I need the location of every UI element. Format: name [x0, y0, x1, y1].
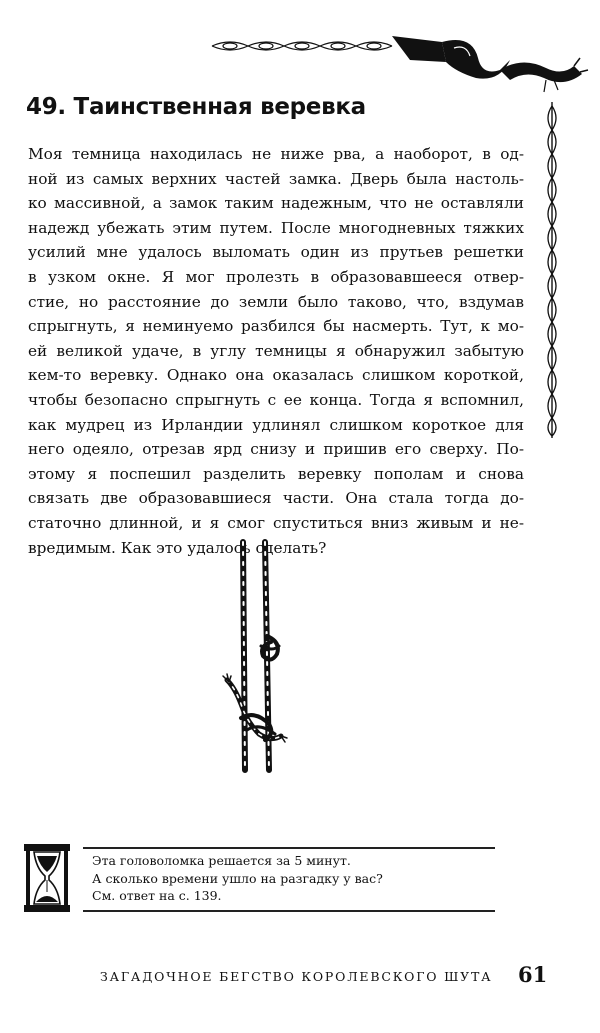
text-line: этому я поспешил разделить веревку пополам и снова	[28, 464, 524, 483]
text-line: ной из самых верхних частей замка. Дверь была настоль-	[28, 169, 524, 188]
ribbon-ornament-icon	[210, 30, 590, 100]
text-line: спрыгнуть, я неминуемо разбился бы насмерть. Тут, к мо-	[28, 317, 524, 336]
running-title: ЗАГАДОЧНОЕ БЕГСТВО КОРОЛЕВСКОГО ШУТА	[100, 969, 493, 984]
text-line: ко массивной, а замок таким надежным, что не оставляли	[28, 194, 524, 213]
page-number: 61	[518, 962, 548, 987]
text-line: в узком окне. Я мог пролезть в образовавшееся отвер-	[28, 267, 524, 286]
note-line-1: Эта головоломка решается за 5 минут.	[92, 853, 351, 868]
text-line: чтобы безопасно спрыгнуть с ее конца. Тогда я вспомнил,	[28, 390, 524, 409]
puzzle-text	[28, 142, 524, 560]
note-rule-bottom	[83, 910, 495, 912]
text-line: кем-то веревку. Однако она оказалась слишком короткой,	[28, 366, 524, 385]
puzzle-title: 49. Таинственная веревка	[26, 94, 366, 120]
text-line: как мудрец из Ирландии удлинял слишком короткое для	[28, 415, 524, 434]
text-line: него одеяло, отрезав ярд снизу и пришив его сверху. По-	[28, 440, 524, 459]
note-rule-top	[83, 847, 495, 849]
text-line: статочно длинной, и я смог спуститься вниз живым и не-	[28, 513, 524, 532]
text-line: стие, но расстояние до земли было таково, что, вздумав	[28, 292, 524, 311]
rope-knot-illustration	[215, 538, 295, 778]
text-line: вредимым. Как это удалось сделать?	[28, 538, 327, 557]
text-line: Моя темница находилась не ниже рва, а наоборот, в од-	[28, 145, 524, 163]
chain-border-icon	[540, 100, 564, 440]
note-line-2: А сколько времени ушло на разгадку у вас?	[92, 870, 383, 886]
note-line-3: См. ответ на с. 139.	[92, 888, 222, 903]
hourglass-icon	[22, 842, 72, 914]
time-note	[92, 852, 383, 905]
text-line: ей великой удаче, в углу темницы я обнаружил забытую	[28, 341, 524, 360]
text-line: усилий мне удалось выломать один из прутьев решетки	[28, 243, 524, 262]
text-line: надежд убежать этим путем. После многодневных тяжких	[28, 218, 524, 237]
text-line: связать две образовавшиеся части. Она стала тогда до-	[28, 489, 524, 508]
